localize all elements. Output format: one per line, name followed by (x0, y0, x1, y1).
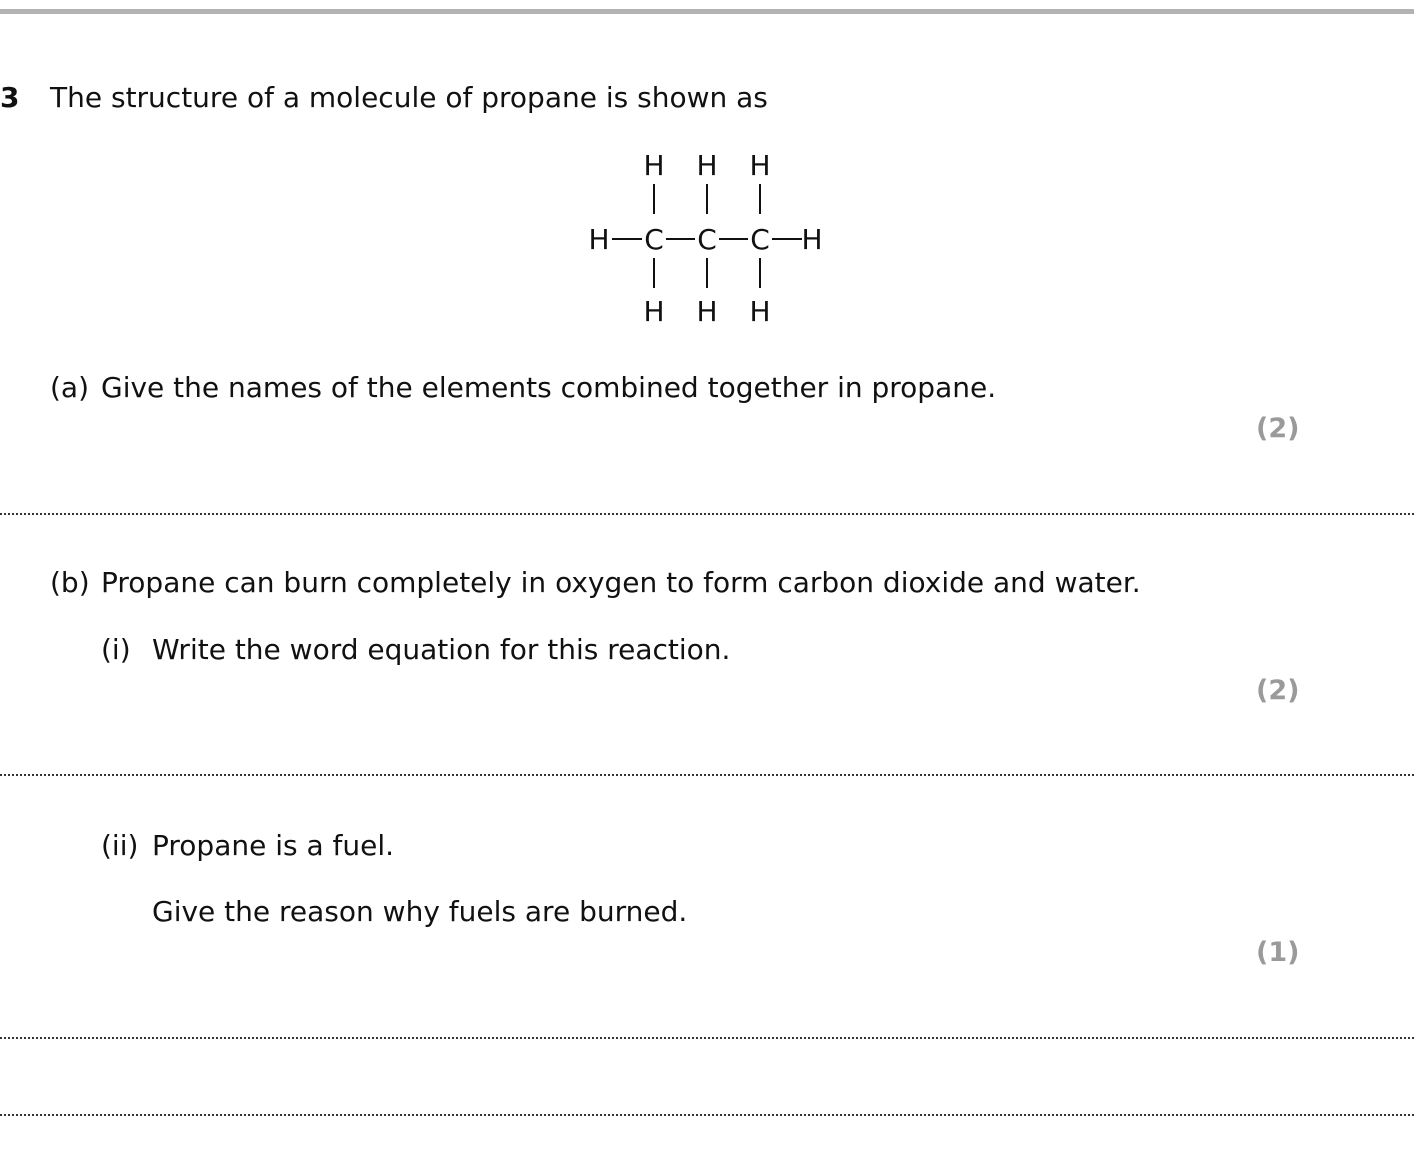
question-number: 3 (0, 81, 20, 114)
answer-line[interactable] (0, 1114, 1414, 1116)
part-b-ii-text: Propane is a fuel. (152, 829, 395, 862)
atom-h: H (749, 295, 771, 328)
atom-h: H (696, 295, 718, 328)
part-a-marks: (2) (1256, 413, 1300, 444)
atom-h: H (801, 223, 823, 256)
page-top-rule (0, 9, 1414, 14)
part-b-ii-marks: (1) (1256, 937, 1300, 968)
answer-line[interactable] (0, 513, 1414, 515)
part-a-label: (a) (50, 371, 90, 404)
part-b-ii-label: (ii) (101, 829, 139, 862)
part-b-i-label: (i) (101, 633, 131, 666)
part-b-ii-prompt: Give the reason why fuels are burned. (152, 895, 688, 928)
atom-h: H (696, 149, 718, 182)
answer-line[interactable] (0, 1037, 1414, 1039)
atom-c: C (644, 223, 664, 256)
atom-h: H (749, 149, 771, 182)
part-b-label: (b) (50, 566, 90, 599)
part-b-i-marks: (2) (1256, 675, 1300, 706)
atom-c: C (697, 223, 717, 256)
answer-line[interactable] (0, 774, 1414, 776)
question-stem: The structure of a molecule of propane is shown as (50, 81, 768, 114)
atom-h: H (588, 223, 610, 256)
part-b-i-text: Write the word equation for this reaction. (152, 633, 731, 666)
atom-h: H (643, 149, 665, 182)
propane-structural-formula (570, 140, 850, 340)
part-a-text: Give the names of the elements combined together in propane. (101, 371, 997, 404)
part-b-text: Propane can burn completely in oxygen to form carbon dioxide and water. (101, 566, 1141, 599)
atom-c: C (750, 223, 770, 256)
atom-h: H (643, 295, 665, 328)
